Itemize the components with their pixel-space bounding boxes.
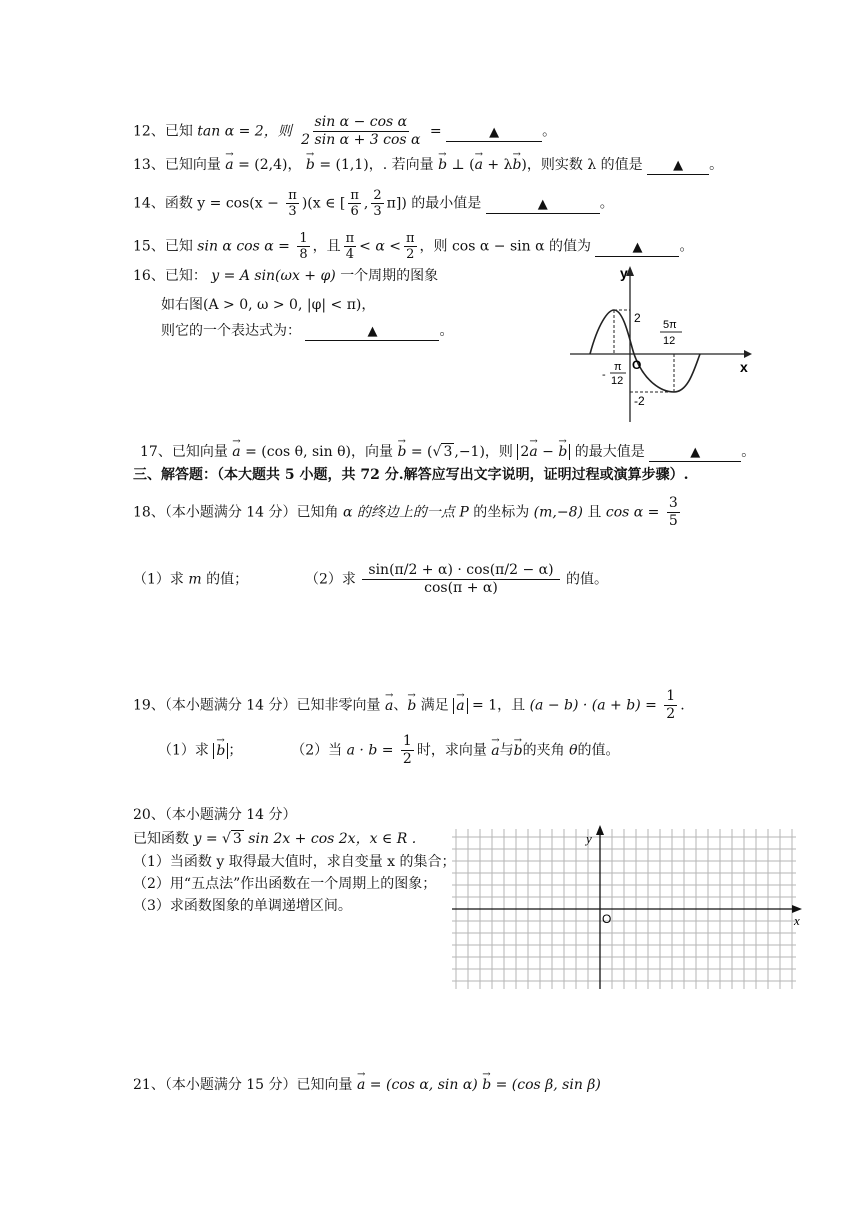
question-21: 21、（本小题满分 15 分）已知向量 → a = (cos α, sin α) → b = (cos β, sin β): [133, 1075, 601, 1095]
q20-grid: [452, 823, 812, 991]
y-min-label: -2: [634, 394, 645, 408]
x-axis-arrow: [792, 905, 802, 913]
y-axis-label: y: [620, 265, 628, 281]
answer-blank[interactable]: ▲: [647, 157, 709, 175]
x-left-sign: -: [602, 369, 606, 381]
x-right-num: 5π: [663, 319, 677, 331]
sine-curve: [590, 310, 700, 392]
question-20-part-1: （1）当函数 y 取得最大值时，求自变量 x 的集合；: [133, 854, 456, 870]
question-15: 15、已知 sin α cos α = $\frac{1}{8}$ ，且 $\frac{\pi}{4}$ < α < $\frac{\pi}{2}$ ，则 cos α − sin α 的值为 ▲ 。: [133, 231, 694, 262]
q12-fraction: $\frac{\text{sin α − cos α}}{\text{2 sin α + 3 cos α}}$: [301, 114, 421, 148]
answer-blank[interactable]: ▲: [649, 444, 741, 462]
x-axis-label: x: [794, 913, 800, 928]
question-19-parts: （1）求 → b ； （2）当 a · b = $\frac{1}{2}$ 时，求向量 → a与→ b的夹角 θ的值。: [158, 733, 620, 768]
question-18: 18、（本小题满分 14 分）已知角 α 的终边上的一点 P 的坐标为 (m,−8) 且 cos α = $\frac{3}{5}$: [133, 495, 678, 529]
section-3-title: 三、解答题：（本大题共 5 小题，共 72 分.解答应写出文字说明，证明过程或演算步骤）.: [133, 467, 689, 483]
x-left-num: π: [614, 361, 622, 373]
y-max-label: 2: [634, 311, 641, 325]
x-left-den: 12: [611, 375, 624, 387]
question-20: 20、（本小题满分 14 分）: [133, 807, 297, 823]
y-axis-label: y: [586, 831, 592, 846]
question-20-def: 已知函数 y = √ 3 sin 2x + cos 2x，x ∈ R .: [133, 831, 417, 847]
question-12: 12、已知 tan α = 2，则 $\frac{\text{sin α − cos α}}{\text{2 sin α + 3 cos α}}$ = ▲ 。: [133, 114, 557, 148]
question-18-parts: （1）求 m 的值； （2）求 $\frac{\sin(\pi/2 + \alpha) \cdot \cos(\pi/2 - \alpha)}{\cos(\pi + \alpha)}$ 的值。: [133, 562, 608, 596]
question-16-line-2: 如右图(A > 0, ω > 0, |φ| < π)，: [161, 297, 376, 313]
question-16: 16、已知： y = A sin(ωx + φ) 一个周期的图象: [133, 268, 439, 284]
question-17: 17、已知向量 → a = (cos θ, sin θ)，向量 → b = (√ 3 ,−1)，则 2→ a − → b 的最大值是 ▲ 。: [140, 442, 755, 462]
x-axis-arrow: [744, 350, 752, 358]
x-axis-label: x: [740, 359, 748, 375]
x-right-den: 12: [663, 335, 676, 347]
question-16-line-3: 则它的一个表达式为： ▲ 。: [161, 323, 454, 339]
question-20-part-3: （3）求函数图象的单调递增区间。: [133, 898, 352, 914]
q18-fraction: $\frac{\sin(\pi/2 + \alpha) \cdot \cos(\pi/2 - \alpha)}{\cos(\pi + \alpha)}$: [362, 562, 559, 597]
origin-label: O: [602, 912, 612, 926]
answer-blank[interactable]: ▲: [305, 323, 439, 341]
answer-blank[interactable]: ▲: [595, 239, 679, 257]
y-axis-arrow: [596, 825, 604, 835]
question-20-part-2: （2）用“五点法”作出函数在一个周期上的图象；: [133, 876, 437, 892]
origin-label: O: [632, 358, 642, 372]
answer-blank[interactable]: ▲: [446, 124, 542, 142]
q16-sine-graph: [568, 262, 758, 424]
answer-blank[interactable]: ▲: [486, 196, 600, 214]
question-19: 19、（本小题满分 14 分）已知非零向量 → a、→ b 满足 → a = 1，且 (a − b) · (a + b) = $\frac{1}{2}$ .: [133, 688, 685, 723]
question-13: 13、已知向量 → a = (2,4)， → b = (1,1)，. 若向量 → b ⊥ (→ a + λ→ b)，则实数 λ 的值是 ▲ 。: [133, 155, 723, 175]
question-14: 14、函数 y = cos(x − $\frac{\pi}{3}$ )(x ∈ [ $\frac{\pi}{6}$ , $\frac{2}{3}$ π]) 的最小值是 ▲ 。: [133, 188, 614, 219]
